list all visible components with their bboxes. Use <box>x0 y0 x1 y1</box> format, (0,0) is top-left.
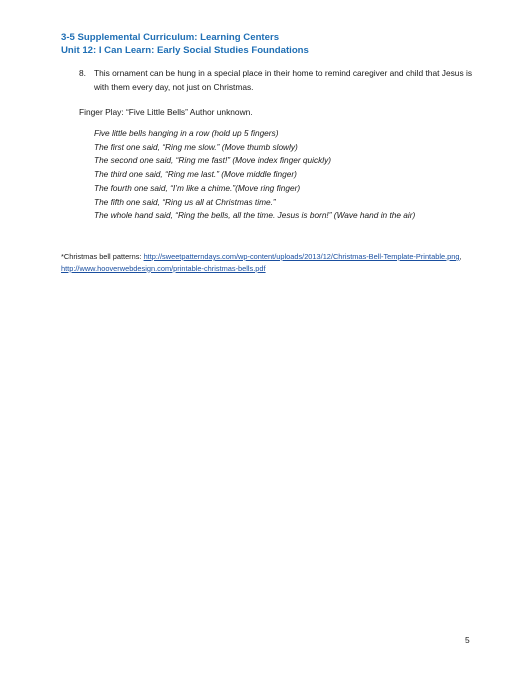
poem-line: The second one said, “Ring me fast!” (Move index finger quickly) <box>94 155 332 166</box>
header-curriculum-title: 3-5 Supplemental Curriculum: Learning Centers <box>61 32 280 43</box>
list-item-text: This ornament can be hung in a special place in their home to remind caregiver and child that Jesus is with them every day, not just on Christmas. <box>94 68 473 92</box>
fingerplay-title: Finger Play: “Five Little Bells” Author unknown. <box>79 107 253 117</box>
poem-line: The first one said, “Ring me slow.” (Move thumb slowly) <box>94 141 298 152</box>
poem <box>94 127 415 223</box>
poem-line: The fourth one said, “I’m like a chime.”(Move ring finger) <box>94 182 301 193</box>
bell-template-link[interactable]: http://sweetpatterndays.com/wp-content/uploads/2013/12/Christmas-Bell-Template-Printable.png <box>143 252 460 261</box>
poem-line: The fifth one said, “Ring us all at Christmas time.” <box>94 196 276 207</box>
poem-line: The whole hand said, “Ring the bells, all the time. Jesus is born!” (Wave hand in the air) <box>94 210 416 221</box>
poem-line: The third one said, “Ring me last.” (Move middle finger) <box>94 169 297 180</box>
page-number: 5 <box>465 635 470 645</box>
header-unit-title: Unit 12: I Can Learn: Early Social Studies Foundations <box>61 45 309 56</box>
printable-bells-link[interactable]: http://www.hooverwebdesign.com/printable-christmas-bells.pdf <box>61 263 266 273</box>
footnote-prefix: *Christmas bell patterns: <box>61 252 144 261</box>
footnote <box>61 251 471 274</box>
list-item-number: 8. <box>79 68 86 78</box>
document-header <box>61 31 481 57</box>
footnote-separator: , <box>459 252 462 261</box>
poem-line: Five little bells hanging in a row (hold up 5 fingers) <box>94 128 279 138</box>
